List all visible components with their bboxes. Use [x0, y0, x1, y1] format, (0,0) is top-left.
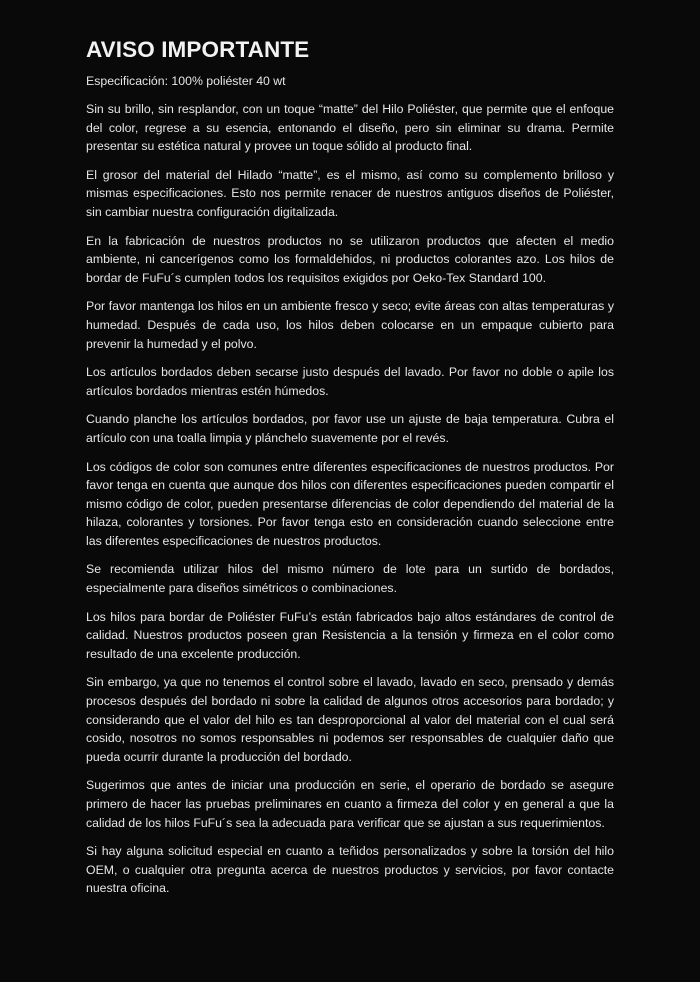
- paragraph-testing: Sugerimos que antes de iniciar una producción en serie, el operario de bordado se asegure primero de hacer las pruebas preliminares en cuanto a firmeza del color y en general a que la calidad de los hilos FuFu´s sea la adecuada para verificar que se ajustan a sus requerimientos.: [86, 778, 614, 830]
- paragraph-drying: Los artículos bordados deben secarse justo después del lavado. Por favor no doble o apile los artículos bordados mientras estén húmedos.: [86, 365, 614, 398]
- paragraph-storage: Por favor mantenga los hilos en un ambiente fresco y seco; evite áreas con altas temperaturas y humedad. Después de cada uso, los hilos deben colocarse en un empaque cubierto para prevenir la humedad y el polvo.: [86, 299, 614, 351]
- paragraph-matte-description: Sin su brillo, sin resplandor, con un toque “matte” del Hilo Poliéster, que permite que el enfoque del color, regrese a su esencia, entonando el diseño, pero sin eliminar su drama. Permite presentar su estética natural y provee un toque sólido al producto final.: [86, 102, 614, 154]
- paragraph-thickness: El grosor del material del Hilado “matte”, es el mismo, así como su complemento brilloso y mismas especificaciones. Esto nos permite renacer de nuestros antiguos diseños de Poliéster, sin cambiar nuestra configuración digitalizada.: [86, 167, 614, 219]
- paragraph-lot-number: Se recomienda utilizar hilos del mismo número de lote para un surtido de bordados, especialmente para diseños simétricos o combinaciones.: [86, 562, 614, 596]
- paragraph-environment: En la fabricación de nuestros productos no se utilizaron productos que afecten el medio ambiente, ni cancerígenos como los formaldehidos, ni productos colorantes azo. Los hilos de bordar de FuFu´s cumplen todos los requisitos exigidos por Oeko-Tex Standard 100.: [86, 233, 614, 285]
- paragraph-contact: Si hay alguna solicitud especial en cuanto a teñidos personalizados y sobre la torsión del hilo OEM, o cualquier otra pregunta acerca de nuestros productos y servicios, por favor contacte nuestra oficina.: [86, 844, 614, 896]
- paragraph-ironing: Cuando planche los artículos bordados, por favor use un ajuste de baja temperatura. Cubra el artículo con una toalla limpia y plánchelo suavemente por el revés.: [86, 412, 614, 445]
- document-title: AVISO IMPORTANTE: [86, 37, 310, 62]
- paragraph-color-codes: Los códigos de color son comunes entre diferentes especificaciones de nuestros productos. Por favor tenga en cuenta que aunque dos hilos con diferentes especificaciones pueden compartir el mismo código de color, pueden presentarse diferencias de color dependiendo del material de la hilaza, colorantes y torsiones. Por favor tenga esto en consideración cuando seleccione entre las diferentes especificaciones de nuestros productos.: [86, 459, 614, 548]
- paragraph-quality: Los hilos para bordar de Poliéster FuFu’s están fabricados bajo altos estándares de control de calidad. Nuestros productos poseen gran Resistencia a la tensión y firmeza en el color como resultado de una excelente producción.: [86, 609, 614, 661]
- specification-line: Especificación: 100% poliéster 40 wt: [86, 74, 286, 88]
- paragraph-liability: Sin embargo, ya que no tenemos el control sobre el lavado, lavado en seco, prensado y demás procesos después del bordado ni sobre la calidad de algunos otros accesorios para bordado; y considerando que el valor del hilo es tan desproporcional al valor del material con el cual será cosido, nosotros no somos responsables ni podemos ser responsables de cualquier daño que pueda ocurrir durante la producción del bordado.: [86, 675, 614, 764]
- document-content: [86, 36, 614, 908]
